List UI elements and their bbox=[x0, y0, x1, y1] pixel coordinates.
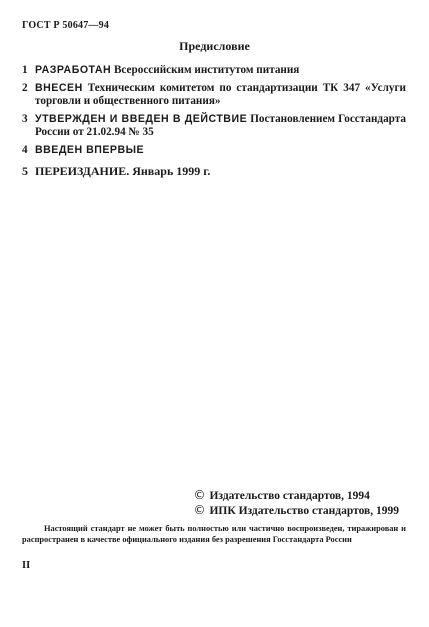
copyright-block bbox=[193, 488, 399, 518]
item-keyword: ВВЕДЕН ВПЕРВЫЕ bbox=[35, 144, 145, 156]
preface-item-2 bbox=[22, 82, 406, 108]
item-keyword: РАЗРАБОТАН bbox=[35, 64, 112, 76]
item-keyword: УТВЕРЖДЕН И ВВЕДЕН В ДЕЙСТВИЕ bbox=[35, 113, 248, 125]
preface-item-1 bbox=[22, 64, 406, 77]
item-number: 2 bbox=[22, 82, 28, 94]
copyright-line-2: © ИПК Издательство стандартов, 1999 bbox=[193, 503, 399, 517]
item-number: 1 bbox=[22, 64, 28, 76]
copyright-icon: © bbox=[193, 503, 206, 517]
item-text: Январь 1999 г. bbox=[129, 164, 211, 178]
item-text: Всероссийским институтом питания bbox=[111, 64, 300, 76]
preface-item-5 bbox=[22, 165, 406, 178]
copyright-icon: © bbox=[193, 488, 206, 502]
item-number: 4 bbox=[22, 144, 28, 156]
preface-item-3 bbox=[22, 113, 406, 139]
reproduction-notice: Настоящий стандарт не может быть полностью или частично воспроизведен, тиражирован и распространен в качестве официального издания без разрешения Госстандарта России bbox=[22, 524, 406, 544]
copyright-line-1: © Издательство стандартов, 1994 bbox=[193, 488, 370, 502]
page-title: Предисловие bbox=[179, 39, 250, 53]
preface-list bbox=[22, 64, 406, 183]
preface-item-4 bbox=[22, 144, 406, 157]
item-number: 3 bbox=[22, 113, 28, 125]
standard-code: ГОСТ Р 50647—94 bbox=[22, 20, 110, 31]
page-number: II bbox=[22, 560, 31, 571]
item-text: Постановлением Госстандарта России от 21.02.94 № 35 bbox=[35, 113, 406, 138]
item-number: 5 bbox=[22, 164, 28, 178]
item-keyword: ПЕРЕИЗДАНИЕ. bbox=[35, 164, 130, 178]
item-keyword: ВНЕСЕН bbox=[35, 82, 83, 94]
item-text: Техническим комитетом по стандартизации ТК 347 «Услуги торговли и общественного питания» bbox=[35, 82, 406, 107]
